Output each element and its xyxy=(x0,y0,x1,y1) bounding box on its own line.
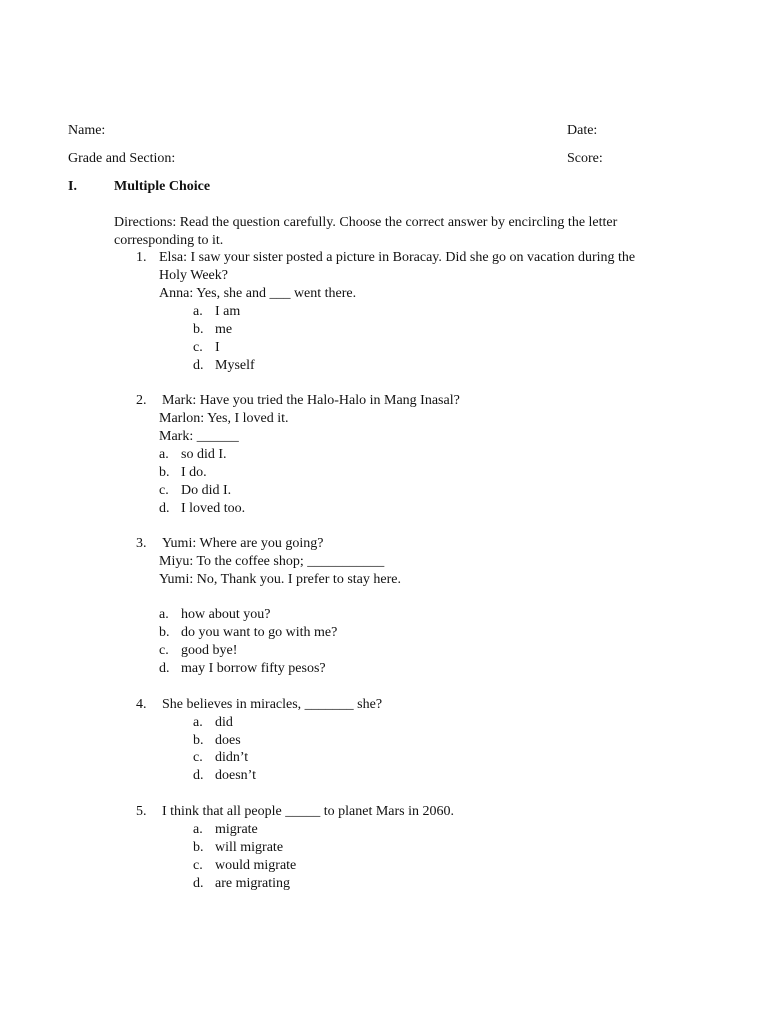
directions-line-1: Directions: Read the question carefully. Choose the correct answer by encircling the letter xyxy=(114,215,618,230)
option-letter: d. xyxy=(159,501,170,516)
option-letter: b. xyxy=(193,840,204,855)
question-5-option-b[interactable] xyxy=(193,839,283,857)
option-text: would migrate xyxy=(215,858,297,873)
option-letter: c. xyxy=(159,483,169,498)
option-text: do you want to go with me? xyxy=(181,625,338,640)
option-letter: d. xyxy=(193,876,204,891)
question-1-option-d[interactable] xyxy=(193,357,255,375)
option-letter: d. xyxy=(159,661,170,676)
question-5-option-c[interactable] xyxy=(193,857,296,875)
question-2-number: 2. xyxy=(136,393,147,408)
option-text: good bye! xyxy=(181,643,238,658)
option-letter: a. xyxy=(159,607,169,622)
question-5-number: 5. xyxy=(136,804,147,819)
question-3-option-b[interactable] xyxy=(159,624,337,642)
option-letter: b. xyxy=(159,625,170,640)
question-1-option-b[interactable] xyxy=(193,321,232,339)
question-2-option-a[interactable] xyxy=(159,446,227,464)
option-text: so did I. xyxy=(181,447,227,462)
option-text: are migrating xyxy=(215,876,291,891)
question-1-line-1: Elsa: I saw your sister posted a picture in Boracay. Did she go on vacation during the xyxy=(159,250,636,265)
option-text: doesn’t xyxy=(215,768,256,783)
question-5-line-1: I think that all people _____ to planet Mars in 2060. xyxy=(162,804,455,819)
option-letter: a. xyxy=(193,822,203,837)
option-letter: b. xyxy=(193,733,204,748)
option-letter: c. xyxy=(193,858,203,873)
date-label: Date: xyxy=(567,123,598,138)
option-letter: a. xyxy=(193,715,203,730)
question-3-line-1: Yumi: Where are you going? xyxy=(162,536,324,551)
question-1-option-c[interactable] xyxy=(193,339,220,357)
option-letter: d. xyxy=(193,358,204,373)
question-4-option-a[interactable] xyxy=(193,714,233,732)
question-5-option-d[interactable] xyxy=(193,875,290,893)
option-text: didn’t xyxy=(215,750,249,765)
question-4-number: 4. xyxy=(136,697,147,712)
question-4-option-d[interactable] xyxy=(193,767,256,785)
question-3-line-3: Yumi: No, Thank you. I prefer to stay here. xyxy=(159,572,401,587)
question-2-line-3: Mark: ______ xyxy=(159,429,239,444)
option-text: I xyxy=(215,340,220,355)
question-1-number: 1. xyxy=(136,250,147,265)
question-4-option-b[interactable] xyxy=(193,732,241,750)
option-letter: b. xyxy=(193,322,204,337)
section-title: Multiple Choice xyxy=(114,179,211,194)
option-letter: a. xyxy=(159,447,169,462)
option-text: did xyxy=(215,715,233,730)
option-text: Myself xyxy=(215,358,255,373)
option-letter: b. xyxy=(159,465,170,480)
option-text: I do. xyxy=(181,465,207,480)
question-2-option-c[interactable] xyxy=(159,482,231,500)
question-1-line-3: Anna: Yes, she and ___ went there. xyxy=(159,286,357,301)
option-text: me xyxy=(215,322,233,337)
question-3-line-2: Miyu: To the coffee shop; ___________ xyxy=(159,554,385,569)
option-text: how about you? xyxy=(181,607,271,622)
question-3-number: 3. xyxy=(136,536,147,551)
name-label: Name: xyxy=(68,123,106,138)
question-2-line-2: Marlon: Yes, I loved it. xyxy=(159,411,289,426)
option-text: does xyxy=(215,733,241,748)
question-1-option-a[interactable] xyxy=(193,303,240,321)
question-1-line-2: Holy Week? xyxy=(159,268,228,283)
directions-line-2: corresponding to it. xyxy=(114,233,224,248)
option-letter: a. xyxy=(193,304,203,319)
question-2-option-b[interactable] xyxy=(159,464,207,482)
option-letter: c. xyxy=(159,643,169,658)
option-text: will migrate xyxy=(215,840,284,855)
question-2-line-1: Mark: Have you tried the Halo-Halo in Mang Inasal? xyxy=(162,393,460,408)
option-text: I am xyxy=(215,304,241,319)
question-4-line-1: She believes in miracles, _______ she? xyxy=(162,697,383,712)
question-3-option-a[interactable] xyxy=(159,606,270,624)
option-letter: c. xyxy=(193,750,203,765)
score-label: Score: xyxy=(567,151,603,166)
question-3-option-d[interactable] xyxy=(159,660,326,678)
option-text: I loved too. xyxy=(181,501,246,516)
option-text: migrate xyxy=(215,822,258,837)
grade-section-label: Grade and Section: xyxy=(68,151,176,166)
option-letter: d. xyxy=(193,768,204,783)
question-3-option-c[interactable] xyxy=(159,642,237,660)
option-text: may I borrow fifty pesos? xyxy=(181,661,326,676)
question-4-option-c[interactable] xyxy=(193,749,248,767)
question-2-option-d[interactable] xyxy=(159,500,245,518)
option-text: Do did I. xyxy=(181,483,232,498)
question-5-option-a[interactable] xyxy=(193,821,258,839)
option-letter: c. xyxy=(193,340,203,355)
section-number: I. xyxy=(68,179,77,194)
